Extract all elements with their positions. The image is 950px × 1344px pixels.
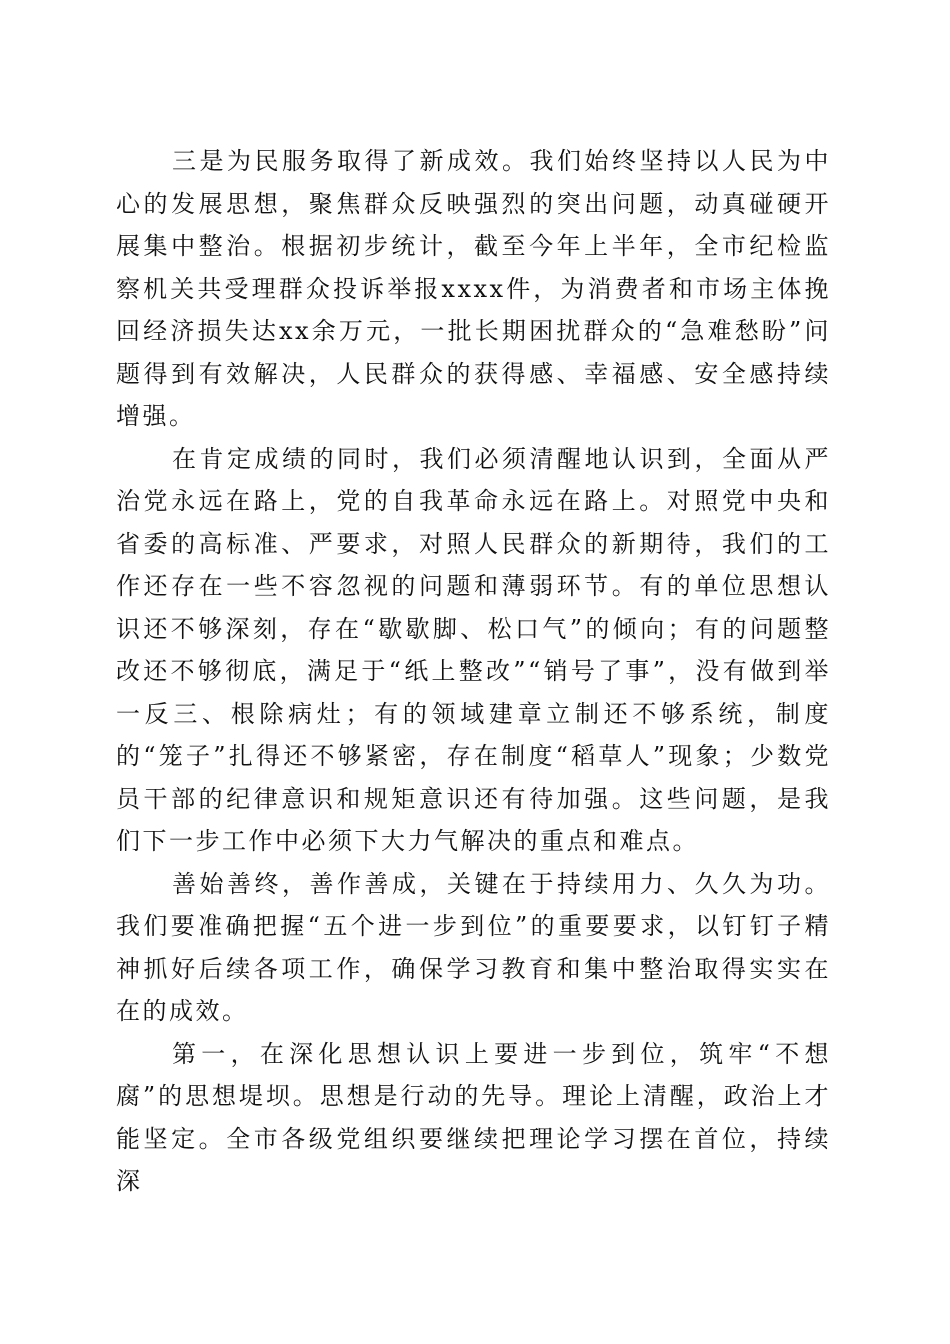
paragraph-existing-problems: 在肯定成绩的同时，我们必须清醒地认识到，全面从严治党永远在路上，党的自我革命永远在路上。对照党中央和省委的高标准、严要求，对照人民群众的新期待，我们的工作还存在一些不容忽视的问题和薄弱环节。有的单位思想认识还不够深刻，存在“歇歇脚、松口气”的倾向；有的问题整改还不够彻底，满足于“纸上整改”“销号了事”，没有做到举一反三、根除病灶；有的领域建章立制还不够系统，制度的“笼子”扎得还不够紧密，存在制度“稻草人”现象；少数党员干部的纪律意识和规矩意识还有待加强。这些问题，是我们下一步工作中必须下大力气解决的重点和难点。 [116, 444, 831, 855]
paragraph-service-achievements: 三是为民服务取得了新成效。我们始终坚持以人民为中心的发展思想，聚焦群众反映强烈的突出问题，动真碰硬开展集中整治。根据初步统计，截至今年上半年，全市纪检监察机关共受理群众投诉举报xxxx件，为消费者和市场主体挽回经济损失达xx余万元，一批长期困扰群众的“急难愁盼”问题得到有效解决，人民群众的获得感、幸福感、安全感持续增强。 [116, 147, 831, 430]
paragraph-sustained-effort: 善始善终，善作善成，关键在于持续用力、久久为功。我们要准确把握“五个进一步到位”的重要要求，以钉钉子精神抓好后续各项工作，确保学习教育和集中整治取得实实在在的成效。 [116, 869, 831, 1025]
document-body [116, 140, 831, 1203]
paragraph-first-point: 第一，在深化思想认识上要进一步到位，筑牢“不想腐”的思想堤坝。思想是行动的先导。理论上清醒，政治上才能坚定。全市各级党组织要继续把理论学习摆在首位，持续深 [116, 1039, 831, 1195]
